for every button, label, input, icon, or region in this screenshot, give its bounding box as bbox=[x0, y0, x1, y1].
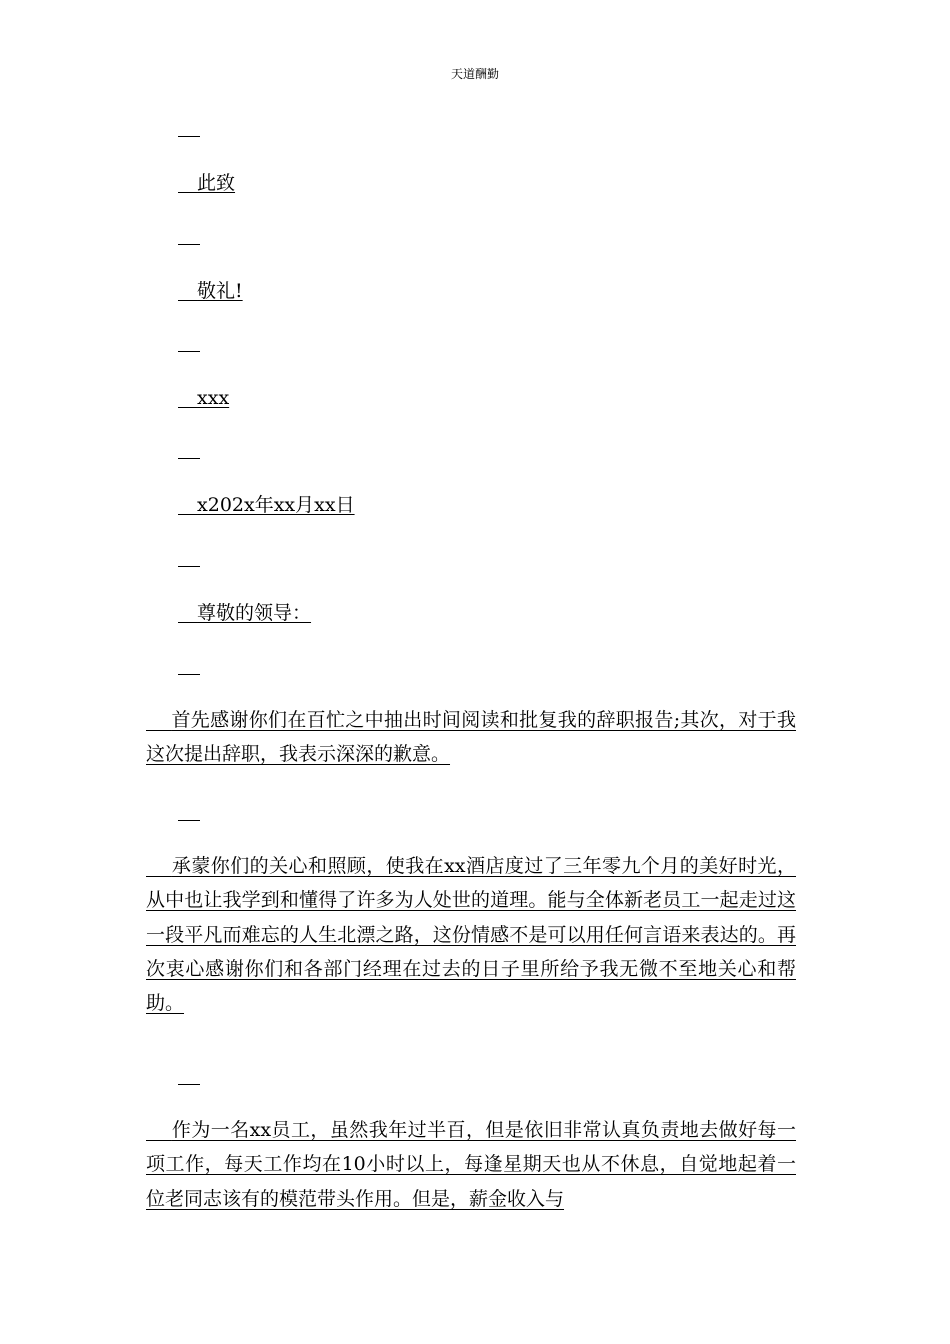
separator-dash bbox=[178, 820, 200, 821]
closing-line-1 bbox=[178, 171, 235, 195]
separator-dash bbox=[178, 458, 200, 459]
separator-dash bbox=[178, 244, 200, 245]
paragraph-3-text: 作为一名xx员工，虽然我年过半百，但是依旧非常认真负责地去做好每一项工作，每天工作均在10小时以上，每逢星期天也从不休息，自觉地起着一位老同志该有的模范带头作用。但是，薪金收入与 bbox=[146, 1119, 796, 1210]
paragraph-2 bbox=[146, 849, 796, 1020]
signature-line bbox=[178, 386, 229, 410]
closing-text-2: 敬礼! bbox=[197, 280, 243, 302]
paragraph-1 bbox=[146, 703, 796, 772]
signature-text: xxx bbox=[197, 387, 230, 409]
paragraph-3 bbox=[146, 1113, 796, 1216]
closing-line-2 bbox=[178, 279, 243, 303]
date-line bbox=[178, 493, 355, 517]
separator-dash bbox=[178, 674, 200, 675]
paragraph-2-text: 承蒙你们的关心和照顾，使我在xx酒店度过了三年零九个月的美好时光，从中也让我学到和懂得了许多为人处世的道理。能与全体新老员工一起走过这一段平凡而难忘的人生北漂之路，这份情感不是可以用任何言语来表达的。再次衷心感谢你们和各部门经理在过去的日子里所给予我无微不至地关心和帮助。 bbox=[146, 855, 796, 1015]
separator-dash bbox=[178, 136, 200, 137]
salutation-text: 尊敬的领导： bbox=[197, 602, 312, 624]
date-text: x202x年xx月xx日 bbox=[197, 494, 355, 516]
salutation-line bbox=[178, 601, 311, 625]
separator-dash bbox=[178, 566, 200, 567]
closing-text-1: 此致 bbox=[197, 172, 236, 194]
page-header: 天道酬勤 bbox=[450, 67, 499, 81]
separator-dash bbox=[178, 1084, 200, 1085]
paragraph-1-text: 首先感谢你们在百忙之中抽出时间阅读和批复我的辞职报告;其次，对于我这次提出辞职，我表示深深的歉意。 bbox=[146, 709, 796, 766]
separator-dash bbox=[178, 351, 200, 352]
